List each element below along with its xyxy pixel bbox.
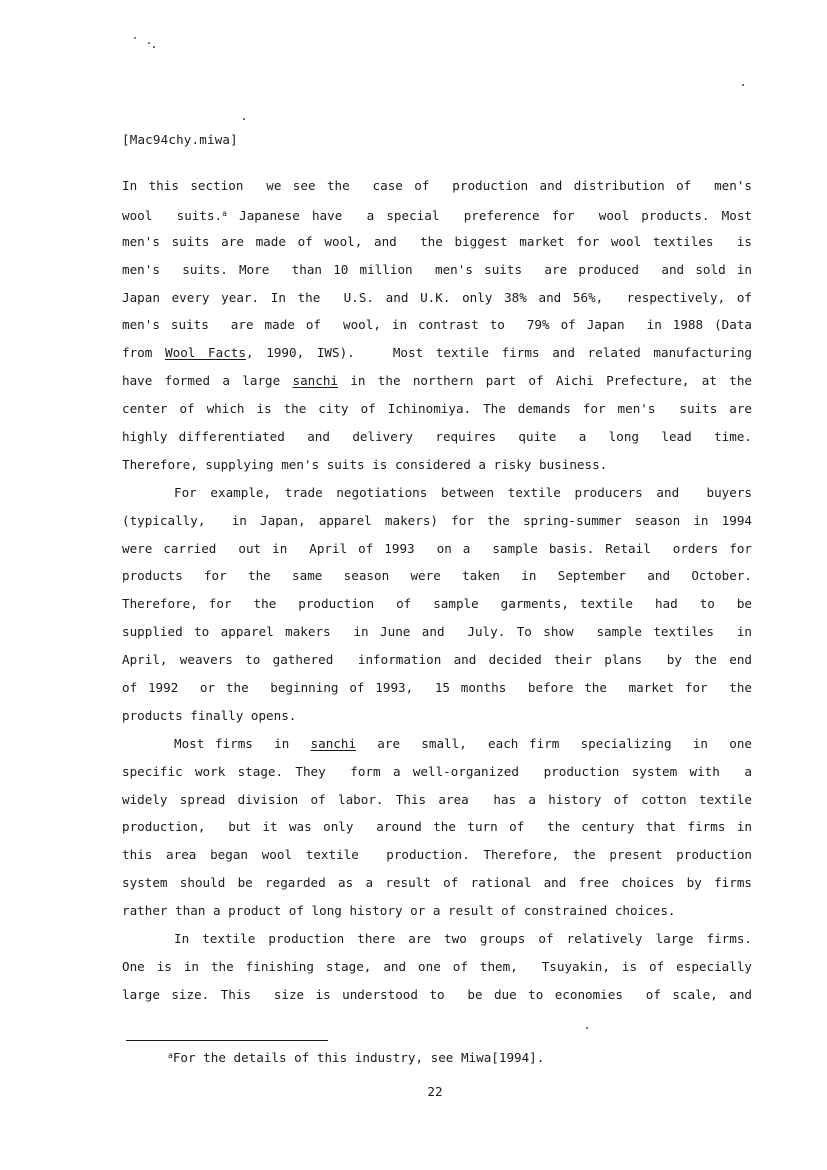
- text-line: Therefore, supplying men's suits is considered a risky business.: [122, 456, 608, 472]
- text-line: wool suits.$^a$ Japanese have a special preference for wool products. Most: [122, 207, 752, 223]
- scan-speck: [742, 84, 744, 86]
- text-line: large size. This size is understood to be due to economies of scale, and: [122, 986, 752, 1002]
- scan-speck: [153, 46, 155, 48]
- text-line: In textile production there are two groups of relatively large firms.: [174, 931, 752, 947]
- text-line: In this section we see the case of production and distribution of men's: [122, 178, 752, 193]
- text-line: widely spread division of labor. This area has a history of cotton textile: [122, 791, 752, 807]
- text-line: this area began wool textile production. Therefore, the present production: [122, 847, 752, 863]
- footnote-text: For the details of this industry, see Miwa[1994].: [172, 1050, 545, 1065]
- footnote-marker: a: [222, 208, 227, 218]
- text-line: of 1992 or the beginning of 1993, 15 months before the market for the: [122, 680, 752, 696]
- source-title: Wool Facts: [165, 345, 246, 361]
- text-line: men's suits are made of wool, in contrast to 79% of Japan in 1988 (Data: [122, 317, 752, 333]
- scan-speck: [243, 118, 245, 120]
- text-line: products finally opens.: [122, 707, 297, 723]
- file-tag: [Mac94chy.miwa]: [122, 132, 238, 147]
- footnote-marker: a: [168, 1051, 173, 1060]
- text-line: For example, trade negotiations between textile producers and buyers: [174, 484, 752, 500]
- body-text: [122, 172, 752, 1009]
- footnote: [168, 1050, 544, 1065]
- text-line: supplied to apparel makers in June and July. To show sample textiles in: [122, 624, 752, 640]
- scan-speck: [586, 1027, 588, 1029]
- text-line: (typically, in Japan, apparel makers) for the spring-summer season in 1994: [122, 512, 752, 528]
- text-line: production, but it was only around the turn of the century that firms in: [122, 819, 752, 835]
- text-line: men's suits are made of wool, and the biggest market for wool textiles is: [122, 233, 752, 249]
- text-line: Japan every year. In the U.S. and U.K. only 38% and 56%, respectively, of: [122, 289, 752, 305]
- footnote-divider: [126, 1040, 328, 1041]
- text-line: products for the same season were taken in September and October.: [122, 568, 752, 584]
- text-line: specific work stage. They form a well-organized production system with a: [122, 763, 752, 779]
- text-line: Therefore, for the production of sample garments, textile had to be: [122, 596, 752, 612]
- text-line: rather than a product of long history or a result of constrained choices.: [122, 903, 676, 919]
- text-line: highly differentiated and delivery requires quite a long lead time.: [122, 429, 752, 445]
- text-line: have formed a large sanchi in the northern part of Aichi Prefecture, at the: [122, 373, 752, 389]
- text-line: Most firms in sanchi are small, each firm specializing in one: [174, 735, 752, 751]
- text-line: April, weavers to gathered information and decided their plans by the end: [122, 652, 752, 668]
- term-sanchi: sanchi: [292, 373, 339, 389]
- text-line: center of which is the city of Ichinomiya. The demands for men's suits are: [122, 401, 752, 417]
- text-line: system should be regarded as a result of rational and free choices by firms: [122, 875, 752, 891]
- text-line: One is in the finishing stage, and one of them, Tsuyakin, is of especially: [122, 958, 752, 974]
- scan-speck: [134, 37, 136, 39]
- page-number: 22: [427, 1084, 443, 1099]
- text-line: men's suits. More than 10 million men's suits are produced and sold in: [122, 261, 752, 277]
- text-line: from Wool Facts, 1990, IWS). Most textile firms and related manufacturing: [122, 345, 752, 361]
- scan-speck: [148, 42, 150, 44]
- term-sanchi: sanchi: [310, 735, 357, 751]
- text-line: were carried out in April of 1993 on a sample basis. Retail orders for: [122, 540, 752, 556]
